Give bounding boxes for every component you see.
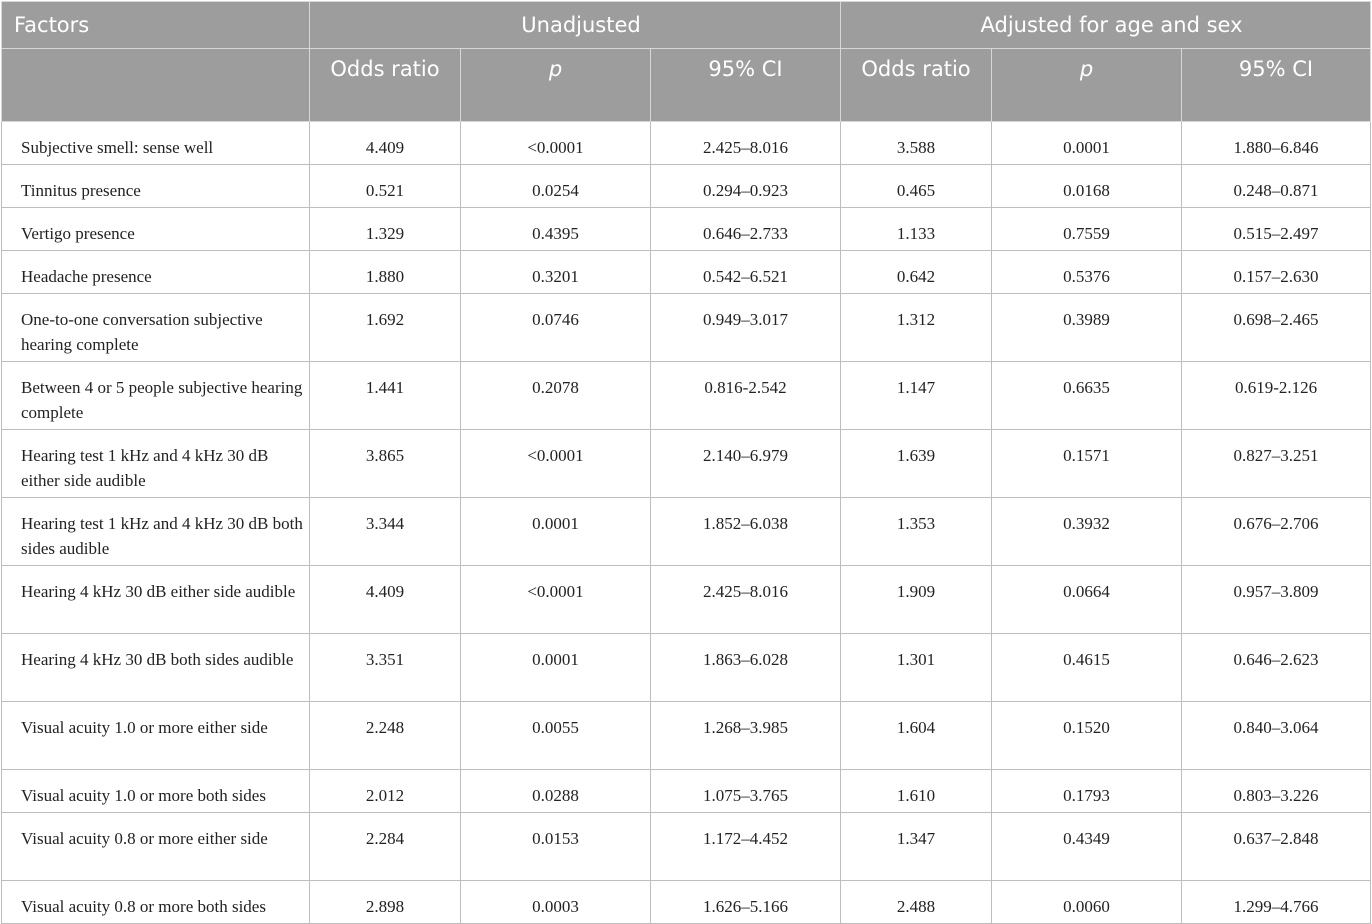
unadjusted-p-value: 0.0003 [461,881,651,924]
factor-label: Subjective smell: sense well [2,122,310,165]
adjusted-ci: 0.637–2.848 [1182,813,1371,881]
adjusted-odds-ratio: 1.312 [841,294,992,362]
adjusted-ci: 0.646–2.623 [1182,634,1371,702]
unadjusted-p-value: <0.0001 [461,430,651,498]
factor-label: Tinnitus presence [2,165,310,208]
unadjusted-ci: 1.172–4.452 [651,813,841,881]
adjusted-p-value: 0.1793 [992,770,1182,813]
table-row [2,251,1371,294]
table-row [2,430,1371,498]
unadjusted-p-value: 0.0001 [461,498,651,566]
adjusted-p-value: 0.6635 [992,362,1182,430]
unadjusted-p-value: 0.4395 [461,208,651,251]
adjusted-odds-ratio: 1.301 [841,634,992,702]
factor-label: Hearing 4 kHz 30 dB both sides audible [2,634,310,702]
odds-ratio-table [1,1,1371,924]
adjusted-ci: 1.299–4.766 [1182,881,1371,924]
adjusted-ci: 0.698–2.465 [1182,294,1371,362]
unadjusted-odds-ratio: 1.692 [310,294,461,362]
adjusted-ci: 0.957–3.809 [1182,566,1371,634]
unadjusted-odds-ratio: 3.351 [310,634,461,702]
unadjusted-ci: 2.425–8.016 [651,122,841,165]
table-row [2,208,1371,251]
unadjusted-p-value: <0.0001 [461,566,651,634]
header-adjusted-p: p [992,49,1182,122]
table-row [2,813,1371,881]
unadjusted-odds-ratio: 2.898 [310,881,461,924]
factor-label: Visual acuity 1.0 or more either side [2,702,310,770]
adjusted-odds-ratio: 0.642 [841,251,992,294]
adjusted-odds-ratio: 1.353 [841,498,992,566]
unadjusted-odds-ratio: 0.521 [310,165,461,208]
table-header [2,2,1371,122]
adjusted-odds-ratio: 0.465 [841,165,992,208]
adjusted-ci: 0.827–3.251 [1182,430,1371,498]
factor-label: Visual acuity 1.0 or more both sides [2,770,310,813]
table-row [2,566,1371,634]
unadjusted-odds-ratio: 3.865 [310,430,461,498]
factor-label: Hearing test 1 kHz and 4 kHz 30 dB both sides audible [2,498,310,566]
adjusted-odds-ratio: 1.610 [841,770,992,813]
adjusted-odds-ratio: 1.604 [841,702,992,770]
factor-label: Visual acuity 0.8 or more both sides [2,881,310,924]
unadjusted-p-value: 0.2078 [461,362,651,430]
unadjusted-odds-ratio: 2.248 [310,702,461,770]
unadjusted-ci: 1.626–5.166 [651,881,841,924]
adjusted-ci: 0.248–0.871 [1182,165,1371,208]
factor-label: Hearing 4 kHz 30 dB either side audible [2,566,310,634]
unadjusted-odds-ratio: 1.441 [310,362,461,430]
header-unadjusted-odds-ratio: Odds ratio [310,49,461,122]
factor-label: Vertigo presence [2,208,310,251]
header-unadjusted-ci: 95% CI [651,49,841,122]
header-row-groups [2,2,1371,49]
unadjusted-p-value: 0.0288 [461,770,651,813]
adjusted-p-value: 0.7559 [992,208,1182,251]
unadjusted-odds-ratio: 4.409 [310,566,461,634]
header-factors: Factors [2,2,310,49]
unadjusted-ci: 0.542–6.521 [651,251,841,294]
adjusted-odds-ratio: 1.147 [841,362,992,430]
table-row [2,165,1371,208]
unadjusted-p-value: 0.0001 [461,634,651,702]
unadjusted-odds-ratio: 3.344 [310,498,461,566]
table-row [2,702,1371,770]
table-row [2,770,1371,813]
adjusted-p-value: 0.0168 [992,165,1182,208]
table-row [2,498,1371,566]
adjusted-ci: 0.840–3.064 [1182,702,1371,770]
unadjusted-ci: 2.425–8.016 [651,566,841,634]
header-adjusted: Adjusted for age and sex [841,2,1371,49]
unadjusted-p-value: 0.0153 [461,813,651,881]
adjusted-ci: 0.157–2.630 [1182,251,1371,294]
unadjusted-ci: 2.140–6.979 [651,430,841,498]
table-row [2,294,1371,362]
factor-label: Headache presence [2,251,310,294]
adjusted-p-value: 0.0060 [992,881,1182,924]
adjusted-p-value: 0.0664 [992,566,1182,634]
unadjusted-ci: 0.646–2.733 [651,208,841,251]
adjusted-odds-ratio: 1.909 [841,566,992,634]
header-adjusted-odds-ratio: Odds ratio [841,49,992,122]
adjusted-odds-ratio: 2.488 [841,881,992,924]
unadjusted-odds-ratio: 2.012 [310,770,461,813]
unadjusted-p-value: 0.0746 [461,294,651,362]
adjusted-ci: 0.676–2.706 [1182,498,1371,566]
unadjusted-odds-ratio: 4.409 [310,122,461,165]
unadjusted-odds-ratio: 1.329 [310,208,461,251]
table-row [2,634,1371,702]
unadjusted-p-value: 0.0254 [461,165,651,208]
adjusted-ci: 0.803–3.226 [1182,770,1371,813]
adjusted-p-value: 0.1571 [992,430,1182,498]
unadjusted-odds-ratio: 1.880 [310,251,461,294]
header-adjusted-ci: 95% CI [1182,49,1371,122]
unadjusted-p-value: 0.0055 [461,702,651,770]
adjusted-ci: 0.515–2.497 [1182,208,1371,251]
adjusted-odds-ratio: 1.639 [841,430,992,498]
factor-label: One-to-one conversation subjective hearing complete [2,294,310,362]
unadjusted-odds-ratio: 2.284 [310,813,461,881]
table-row [2,362,1371,430]
unadjusted-ci: 1.268–3.985 [651,702,841,770]
adjusted-ci: 1.880–6.846 [1182,122,1371,165]
factor-label: Visual acuity 0.8 or more either side [2,813,310,881]
adjusted-p-value: 0.4615 [992,634,1182,702]
unadjusted-ci: 1.852–6.038 [651,498,841,566]
table-row [2,122,1371,165]
adjusted-p-value: 0.4349 [992,813,1182,881]
factor-label: Between 4 or 5 people subjective hearing complete [2,362,310,430]
unadjusted-ci: 0.816-2.542 [651,362,841,430]
adjusted-p-value: 0.3932 [992,498,1182,566]
unadjusted-ci: 1.863–6.028 [651,634,841,702]
adjusted-ci: 0.619-2.126 [1182,362,1371,430]
unadjusted-ci: 1.075–3.765 [651,770,841,813]
unadjusted-ci: 0.294–0.923 [651,165,841,208]
unadjusted-p-value: <0.0001 [461,122,651,165]
header-unadjusted: Unadjusted [310,2,841,49]
unadjusted-ci: 0.949–3.017 [651,294,841,362]
header-row-columns [2,49,1371,122]
adjusted-p-value: 0.3989 [992,294,1182,362]
factor-label: Hearing test 1 kHz and 4 kHz 30 dB either side audible [2,430,310,498]
header-unadjusted-p: p [461,49,651,122]
table-row [2,881,1371,924]
adjusted-p-value: 0.0001 [992,122,1182,165]
adjusted-odds-ratio: 1.133 [841,208,992,251]
adjusted-odds-ratio: 3.588 [841,122,992,165]
adjusted-p-value: 0.5376 [992,251,1182,294]
header-empty-cell [2,49,310,122]
adjusted-odds-ratio: 1.347 [841,813,992,881]
unadjusted-p-value: 0.3201 [461,251,651,294]
adjusted-p-value: 0.1520 [992,702,1182,770]
table-body [2,122,1371,924]
